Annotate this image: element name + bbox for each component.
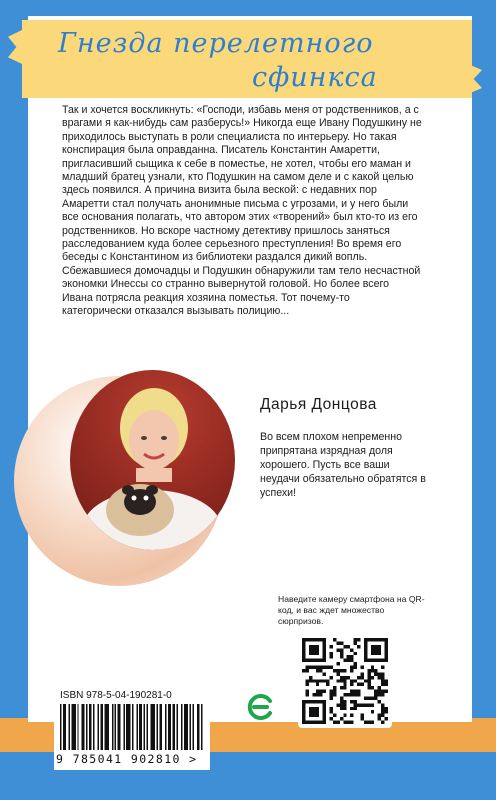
series-title-line-1: Гнезда перелетного (58, 28, 374, 59)
isbn-barcode-box (54, 684, 210, 770)
author-with-pug-illustration (70, 370, 235, 550)
series-title-line-2: сфинкса (252, 62, 378, 93)
author-name: Дарья Донцова (260, 396, 377, 413)
series-title-banner (22, 20, 472, 98)
author-quote: Во всем плохом непременно припрятана изрядная доля хорошего. Пусть все ваши неудачи обязательно обратятся в успехи! (260, 431, 426, 499)
eksmo-logo-icon (246, 692, 276, 722)
annotation-paragraph: Так и хочется воскликнуть: «Господи, избавь меня от родственников, а с врагами я как-нибудь сам разберусь!» Никогда еще Ивану Подушкину не приходилось выступать в роли специалиста по интерьеру. Но такая конспирация была оправданна. Писатель Константин Амаретти, пригласивший сыщика к себе в поместье, не хотел, чтобы его маман и младший братец узнали, кто Подушкин на самом деле и с какой целью здесь появился. А причина визита была веской: с недавних пор Амаретти стал получать анонимные письма с угрозами, и у него были все основания полагать, что автором этих «творений» был кто-то из его родственников. Но вскоре частному детективу пришлось заняться расследованием куда более серьезного преступления! Во время его беседы с Константином из библиотеки раздался дикий вопль. Сбежавшиеся домочадцы и Подушкин обнаружили там тело несчастной экономки Инессы со странно вывернутой головой. Но более всего Ивана потрясла реакция хозяина поместья. Тот почему-то категорически отказался вызывать полицию... (62, 104, 422, 318)
author-photo (70, 370, 235, 550)
isbn-number: ISBN 978-5-04-190281-0 (60, 690, 172, 701)
barcode-digits: 9 785041 902810 > (56, 752, 198, 766)
qr-code-icon[interactable] (302, 638, 388, 724)
book-annotation (62, 104, 422, 319)
qr-code-frame[interactable] (298, 634, 392, 728)
barcode-icon (60, 704, 204, 750)
qr-caption: Наведите камеру смартфона на QR-код, и вас ждет множество сюрпризов. (278, 594, 425, 626)
